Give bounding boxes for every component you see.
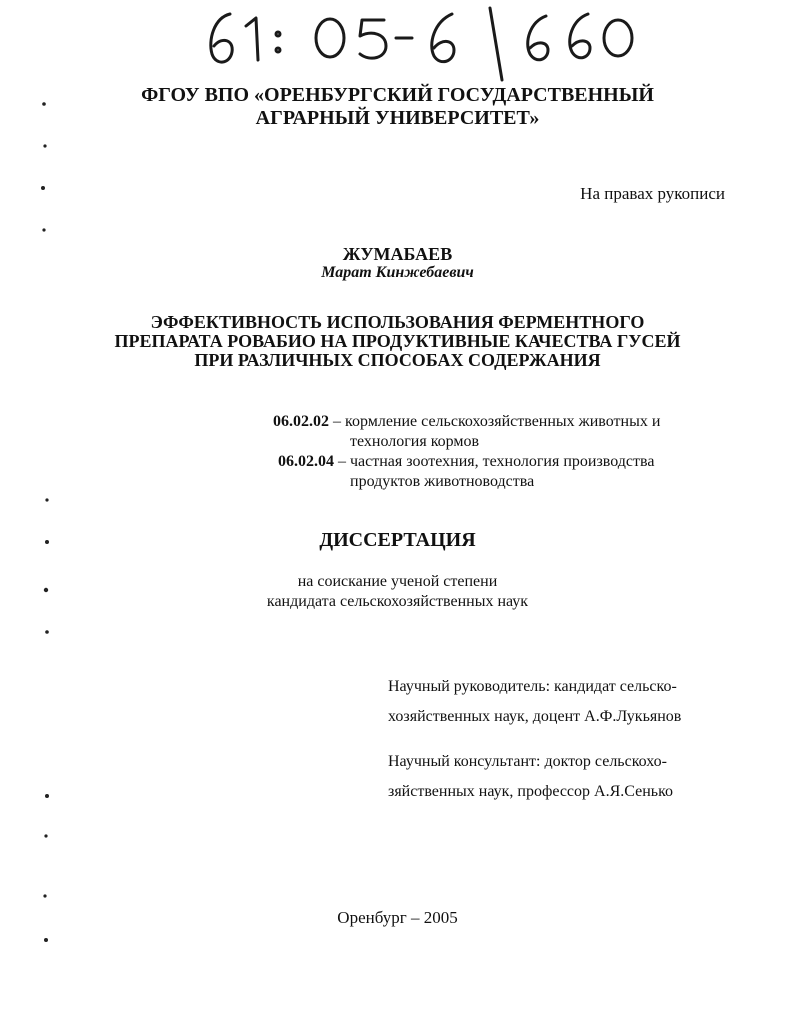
- title-line-1: ЭФФЕКТИВНОСТЬ ИСПОЛЬЗОВАНИЯ ФЕРМЕНТНОГО: [150, 312, 645, 332]
- consultant-line-2: зяйственных наук, профессор А.Я.Сенько: [388, 783, 674, 800]
- title-line-3: ПРИ РАЗЛИЧНЫХ СПОСОБАХ СОДЕРЖАНИЯ: [194, 350, 601, 370]
- degree-statement: [0, 572, 795, 612]
- supervisor-line-2: хозяйственных наук, доцент А.Ф.Лукьянов: [388, 708, 682, 725]
- scan-specks: [0, 0, 60, 1026]
- specialty-1-continuation: технология кормов: [350, 433, 480, 450]
- specialty-2-code: 06.02.04: [278, 453, 334, 470]
- consultant-line-1: Научный консультант: доктор сельскохо-: [388, 753, 667, 770]
- degree-line-1: на соискание ученой степени: [297, 573, 498, 590]
- specialty-1-code: 06.02.02: [273, 413, 329, 430]
- specialty-2-text: – частная зоотехния, технология производства: [334, 453, 655, 470]
- document-type: ДИССЕРТАЦИЯ: [319, 529, 476, 551]
- specialty-1: [273, 412, 660, 432]
- institution-name: [0, 84, 795, 130]
- author-name: Марат Кинжебаевич: [321, 264, 474, 281]
- dissertation-title: [0, 313, 795, 370]
- author-surname: ЖУМАБАЕВ: [342, 244, 453, 264]
- city-year: Оренбург – 2005: [337, 908, 458, 927]
- manuscript-rights: На правах рукописи: [580, 184, 725, 203]
- specialty-1-text: – кормление сельскохозяйственных животных и: [329, 413, 661, 430]
- institution-line-1: ФГОУ ВПО «ОРЕНБУРГСКИЙ ГОСУДАРСТВЕННЫЙ: [141, 84, 654, 106]
- supervisor-line-1: Научный руководитель: кандидат сельско-: [388, 678, 677, 695]
- degree-line-2: кандидата сельскохозяйственных наук: [266, 593, 529, 610]
- handwritten-archive-number: [190, 0, 660, 82]
- specialty-2: [278, 452, 654, 472]
- title-line-2: ПРЕПАРАТА РОВАБИО НА ПРОДУКТИВНЫЕ КАЧЕСТВА ГУСЕЙ: [114, 331, 681, 351]
- institution-line-2: АГРАРНЫЙ УНИВЕРСИТЕТ»: [255, 107, 540, 129]
- specialty-2-continuation: продуктов животноводства: [350, 473, 535, 490]
